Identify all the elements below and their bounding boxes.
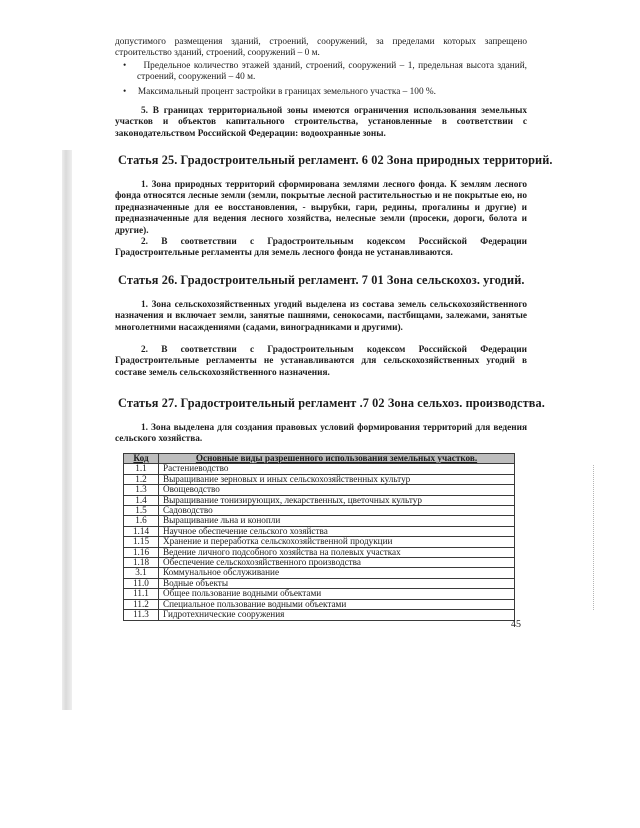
table-header-row: [124, 454, 515, 464]
table-cell-use: Водные объекты: [159, 578, 515, 588]
table-cell-use: Растениеводство: [159, 464, 515, 474]
article-26-paragraph-2: 2. В соответствии с Градостроительным кодексом Российской Федерации Градостроительные регламенты не устанавливаются для сельскохозяйственных угодий в составе земель сельскохозяйственного назначения.: [115, 345, 527, 378]
table-row: [124, 599, 515, 609]
table-cell-use: Садоводство: [159, 506, 515, 516]
article-25-heading: Статья 25. Градостроительный регламент. 6 02 Зона природных территорий.: [118, 153, 553, 167]
table-cell-use: Специальное пользование водными объектами: [159, 599, 515, 609]
article-27-paragraph-1: 1. Зона выделена для создания правовых условий формирования территорий для ведения сельского хозяйства.: [115, 423, 527, 445]
table-cell-use: Выращивание льна и конопли: [159, 516, 515, 526]
article-25-paragraph-2: 2. В соответствии с Градостроительным кодексом Российской Федерации Градостроительные регламенты для земель лесного фонда не устанавливаются.: [115, 237, 527, 259]
table-row: [124, 537, 515, 547]
bullet-text: Предельное количество этажей зданий, строений, сооружений – 1, предельная высота зданий, строений, сооружений – 40 м.: [137, 61, 527, 83]
table-cell-use: Общее пользование водными объектами: [159, 589, 515, 599]
table-row: [124, 526, 515, 536]
table-cell-use: Выращивание тонизирующих, лекарственных, цветочных культур: [159, 495, 515, 505]
table-cell-use: Овощеводство: [159, 485, 515, 495]
table-cell-code: 11.1: [124, 589, 159, 599]
table-cell-code: 1.2: [124, 474, 159, 484]
table-row: [124, 464, 515, 474]
table-row: [124, 578, 515, 588]
table-cell-code: 11.0: [124, 578, 159, 588]
table-row: [124, 558, 515, 568]
table-cell-code: 11.3: [124, 610, 159, 620]
table-cell-code: 1.6: [124, 516, 159, 526]
table-cell-use: Ведение личного подсобного хозяйства на полевых участках: [159, 547, 515, 557]
top-paragraph: допустимого размещения зданий, строений, сооружений, за пределами которых запрещено строительство зданий, строений, сооружений – 0 м.: [115, 37, 527, 59]
table-row: [124, 474, 515, 484]
table-cell-code: 1.1: [124, 464, 159, 474]
article-26-heading: Статья 26. Градостроительный регламент. 7 01 Зона сельскохоз. угодий.: [118, 273, 525, 287]
table-row: [124, 568, 515, 578]
bullet-mark: •: [123, 87, 127, 97]
table-row: [124, 547, 515, 557]
article-27-heading: Статья 27. Градостроительный регламент .7 02 Зона сельхоз. производства.: [118, 396, 545, 410]
table-row: [124, 485, 515, 495]
table-cell-use: Научное обеспечение сельского хозяйства: [159, 526, 515, 536]
table-cell-code: 1.3: [124, 485, 159, 495]
table-cell-code: 1.14: [124, 526, 159, 536]
article-26-paragraph-1: 1. Зона сельскохозяйственных угодий выделена из состава земель сельскохозяйственного назначения и включает земли, занятые пашнями, сенокосами, пастбищами, залежами, занятые многолетними насаждениями (садами, виноградниками и другими).: [115, 300, 527, 333]
table-row: [124, 589, 515, 599]
permitted-use-table: [123, 453, 515, 621]
table-cell-use: Гидротехнические сооружения: [159, 610, 515, 620]
table-cell-code: 1.18: [124, 558, 159, 568]
bullet-item-1: [123, 61, 527, 84]
table-cell-use: Обеспечение сельскохозяйственного производства: [159, 558, 515, 568]
table-header-code: Код: [124, 454, 159, 464]
table-cell-use: Хранение и переработка сельскохозяйственной продукции: [159, 537, 515, 547]
table-cell-code: 11.2: [124, 599, 159, 609]
table-cell-code: 1.5: [124, 506, 159, 516]
table-header-use: Основные виды разрешенного использования земельных участков.: [159, 454, 515, 464]
table-row: [124, 516, 515, 526]
bullet-mark: •: [123, 61, 127, 71]
bullet-item-2: [123, 87, 527, 98]
table-cell-use: Выращивание зерновых и иных сельскохозяйственных культур: [159, 474, 515, 484]
table-cell-code: 3.1: [124, 568, 159, 578]
restriction-paragraph: 5. В границах территориальной зоны имеются ограничения использования земельных участков и объектов капитального строительства, установленные в соответствии с законодательством Российской Федерации: водоохранные зоны.: [115, 106, 527, 139]
article-25-paragraph-1: 1. Зона природных территорий сформирована землями лесного фонда. К землям лесного фонда относятся лесные земли (земли, покрытые лесной растительностью и не покрытые ею, но предназначенные для ее восстановления, - вырубки, гари, редины, прогалины и другие) и предназначенные для ведения лесного хозяйства, нелесные земли (просеки, дороги, болота и другие).: [115, 180, 527, 236]
table-row: [124, 495, 515, 505]
table-cell-code: 1.4: [124, 495, 159, 505]
table-cell-use: Коммунальное обслуживание: [159, 568, 515, 578]
table-cell-code: 1.15: [124, 537, 159, 547]
table-row: [124, 506, 515, 516]
table-cell-code: 1.16: [124, 547, 159, 557]
page-number: 45: [511, 619, 521, 630]
bullet-text: Максимальный процент застройки в границах земельного участка – 100 %.: [137, 87, 436, 97]
table-row: [124, 610, 515, 620]
